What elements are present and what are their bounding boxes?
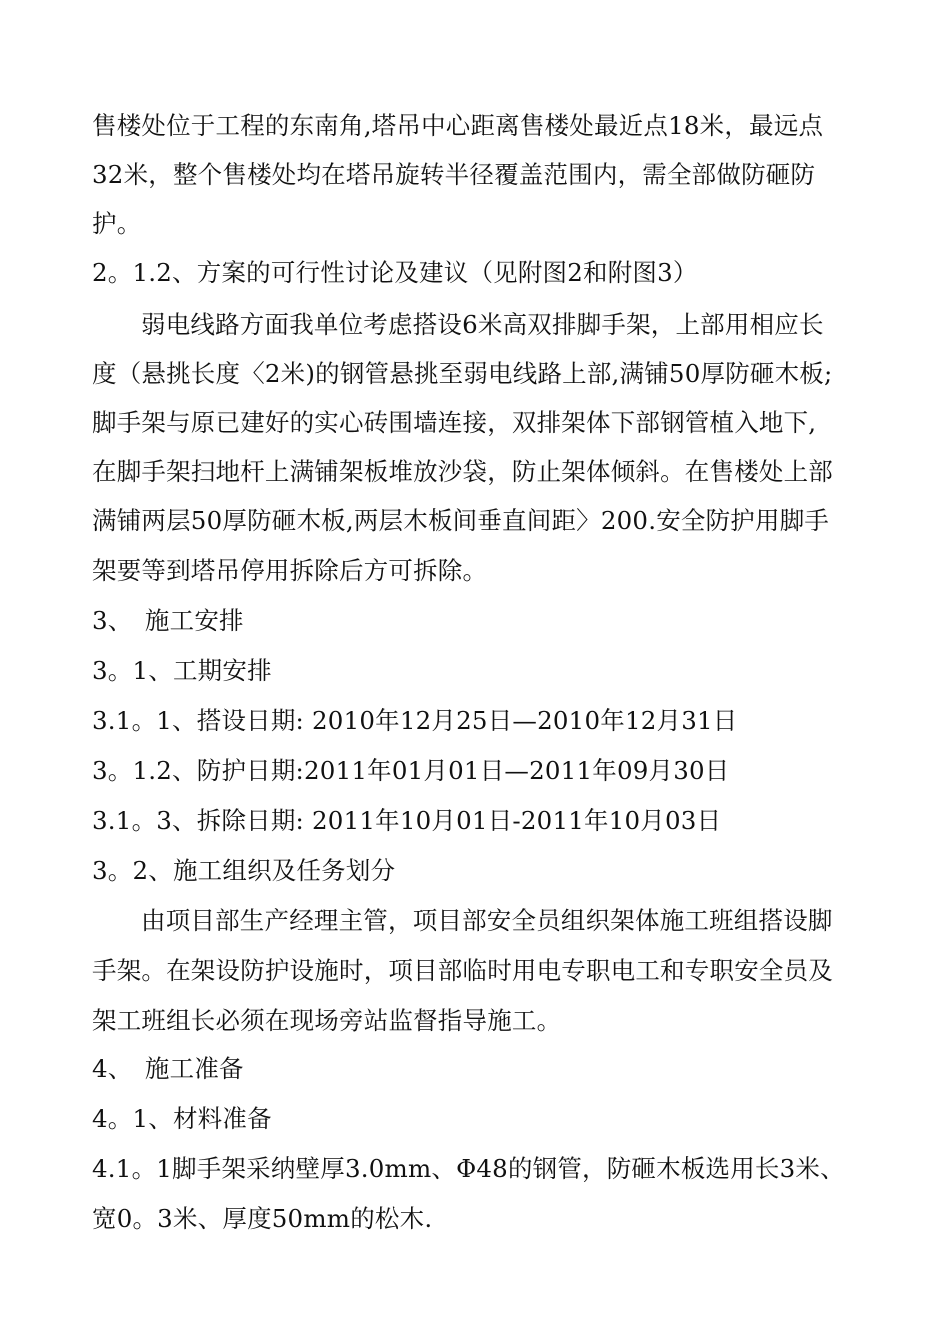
paragraph-line: 手架。在架设防护设施时，项目部临时用电专职电工和专职安全员及 — [92, 956, 833, 985]
section-heading: 2。1.2、方案的可行性讨论及建议（见附图2和附图3） — [92, 258, 698, 287]
schedule-item: 3。1.2、防护日期:2011年01月01日—2011年09月30日 — [92, 756, 730, 785]
schedule-item: 3.1。3、拆除日期: 2011年10月01日-2011年10月03日 — [92, 806, 722, 835]
paragraph-line: 架工班组长必须在现场旁站监督指导施工。 — [92, 1006, 562, 1035]
paragraph-line: 架要等到塔吊停用拆除后方可拆除。 — [92, 556, 488, 585]
paragraph-line: 脚手架与原已建好的实心砖围墙连接，双排架体下部钢管植入地下, — [92, 408, 817, 437]
section-heading: 4。1、材料准备 — [92, 1104, 272, 1133]
paragraph-line: 售楼处位于工程的东南角,塔吊中心距离售楼处最近点18米，最远点 — [92, 111, 824, 140]
paragraph-line: 弱电线路方面我单位考虑搭设6米高双排脚手架，上部用相应长 — [141, 310, 824, 339]
paragraph-line: 度（悬挑长度〈2米)的钢管悬挑至弱电线路上部,满铺50厚防砸木板; — [92, 359, 833, 388]
paragraph-line: 满铺两层50厚防砸木板,两层木板间垂直间距〉200.安全防护用脚手 — [92, 506, 830, 535]
paragraph-line: 32米，整个售楼处均在塔吊旋转半径覆盖范围内，需全部做防砸防 — [92, 160, 816, 189]
section-heading: 4、 施工准备 — [92, 1054, 244, 1083]
section-heading: 3。1、工期安排 — [92, 656, 272, 685]
section-heading: 3、 施工安排 — [92, 606, 244, 635]
paragraph-line: 宽0。3米、厚度50mm的松木. — [92, 1204, 433, 1233]
paragraph-line: 4.1。1脚手架采纳壁厚3.0mm、Φ48的钢管，防砸木板选用长3米、 — [92, 1154, 845, 1183]
schedule-item: 3.1。1、搭设日期: 2010年12月25日—2010年12月31日 — [92, 706, 738, 735]
paragraph-line: 护。 — [92, 209, 142, 238]
section-heading: 3。2、施工组织及任务划分 — [92, 856, 396, 885]
paragraph-line: 由项目部生产经理主管，项目部安全员组织架体施工班组搭设脚 — [141, 906, 833, 935]
paragraph-line: 在脚手架扫地杆上满铺架板堆放沙袋，防止架体倾斜。在售楼处上部 — [92, 457, 833, 486]
